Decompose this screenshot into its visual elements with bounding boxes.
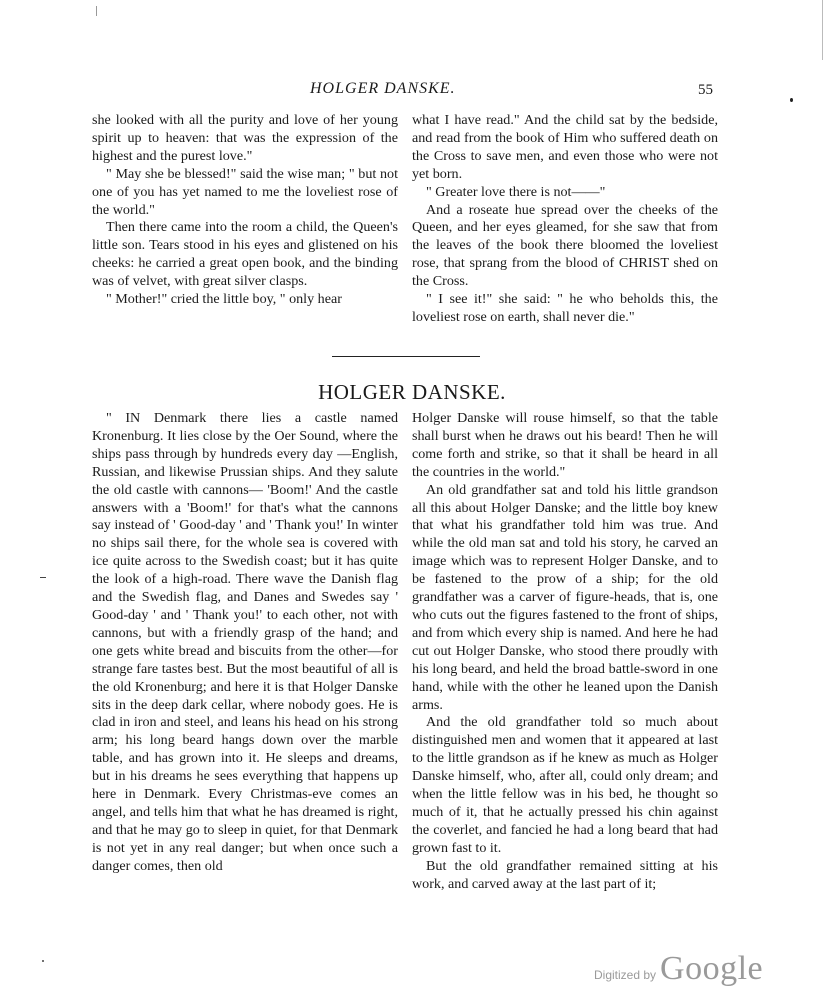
paragraph: But the old grandfather remained sitting at his work, and carved away at the last part of it;	[412, 857, 718, 892]
story-right-column	[412, 410, 718, 893]
scan-mark	[96, 6, 97, 16]
paragraph: " Greater love there is not——"	[426, 183, 606, 200]
margin-mark	[40, 577, 46, 578]
story-left-column	[92, 410, 398, 876]
paragraph: " IN Denmark there lies a castle named Kronenburg. It lies close by the Oer Sound, where the ships pass through by hundreds every day —English, Russian, and likewise Prussian ships. And they salute the old castle with cannons— 'Boom!' And the castle answers with a 'Boom!' for that's what the cannons say instead of ' Good-day ' and ' Thank you!' In winter no ships sail there, for the whole sea is covered with ice quite across to the Swedish coast; but it has quite the look of a high-road. There wave the Danish flag and the Swedish flag, and Danes and Swedes say ' Good-day ' and ' Thank you!' to each other, not with cannons, but with a friendly grasp of the hand; and one gets white bread and biscuits from the other—for strange fare tastes best. But the most beautiful of all is the old Kronenburg; and here it is that Holger Danske sits in the deep dark cellar, where nobody goes. He is clad in iron and steel, and leans his head on his strong arm; his long beard hangs down over the marble table, and has grown into it. He sleeps and dreams, but in his dreams he sees everything that happens up here in Denmark. Every Christmas-eve comes an angel, and tells him that what he has dreamed is right, and that he may go to sleep in quiet, for that Denmark is not yet in any real danger; but when once such a danger comes, then old	[92, 410, 398, 874]
paragraph: An old grandfather sat and told his little grandson all this about Holger Danske; and the little boy knew that what his grandfather told him was true. And while the old man sat and told his story, he carved an image which was to represent Holger Danske, and to be fastened to the prow of a ship; for the old grandfather was a carver of figure-heads, that is, one who cuts out the figures fastened to the front of ships, and from which every ship is named. And here he had cut out Holger Danske, who stood there proudly with his long beard, and held the broad battle-sword in one hand, while with the other he leaned upon the Danish arms.	[412, 481, 718, 713]
digitized-watermark	[594, 950, 763, 988]
story-title	[0, 380, 832, 405]
paragraph: what I have read." And the child sat by the bedside, and read from the book of Him who suffered death on the Cross to save men, and even those who were not yet born.	[412, 112, 718, 182]
story-title-text: HOLGER DANSKE.	[318, 380, 506, 404]
paragraph: she looked with all the purity and love of her young spirit up to heaven: that was the expression of the highest and the purest love."	[92, 112, 398, 164]
page-number: 55	[698, 82, 713, 98]
paragraph: " Mother!" cried the little boy, " only hear	[106, 291, 342, 308]
running-head: HOLGER DANSKE.	[310, 80, 456, 97]
google-logo: Google	[660, 950, 764, 987]
watermark-prefix: Digitized by	[594, 968, 657, 982]
ink-dot	[42, 960, 44, 962]
paragraph: " I see it!" she said: " he who beholds this, the loveliest rose on earth, shall never die."	[412, 291, 718, 325]
section-divider	[332, 356, 480, 357]
paragraph: Then there came into the room a child, the Queen's little son. Tears stood in his eyes and glistened on his cheeks: he carried a great open book, and the binding was of velvet, with great silver clasps.	[92, 219, 398, 290]
page-edge-lines	[822, 0, 832, 60]
paragraph: And a roseate hue spread over the cheeks of the Queen, and her eyes gleamed, for she saw that from the leaves of the book there bloomed the loveliest rose, that sprang from the blood of CHRIST shed on the Cross.	[412, 201, 718, 290]
paragraph: And the old grandfather told so much about distinguished men and women that it appeared at last to the little grandson as if he knew as much as Holger Danske himself, who, after all, could only dream; and when the little fellow was in his bed, he thought so much of it, that he actually pressed his chin against the coverlet, and fancied he had a long beard that had grown fast to it.	[412, 714, 718, 856]
top-right-column	[412, 112, 718, 327]
top-left-column	[92, 112, 398, 309]
paragraph: " May she be blessed!" said the wise man; " but not one of you has yet named to me the loveliest rose of the world."	[92, 165, 398, 218]
paragraph: Holger Danske will rouse himself, so that the table shall burst when he draws out his beard! Then he will come forth and strike, so that it shall be heard in all the countries in the world."	[412, 410, 718, 480]
ink-dot	[790, 98, 793, 102]
